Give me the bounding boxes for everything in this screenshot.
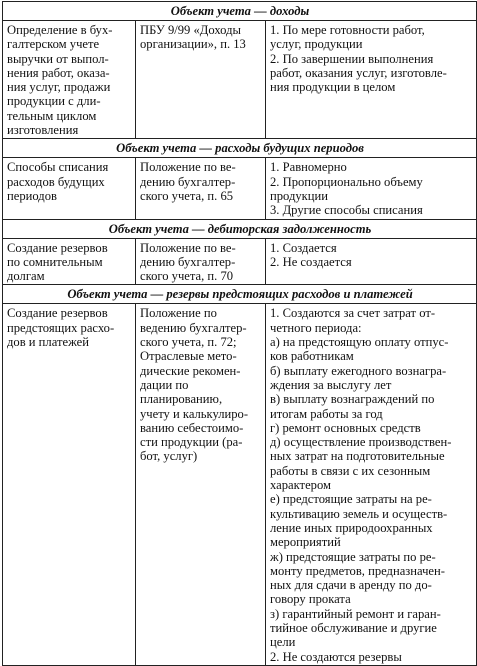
cell-text-line: тельным циклом [7, 108, 97, 123]
table-row [3, 238, 477, 285]
method-options-cell [266, 21, 477, 139]
cell-text-line: 2. Пропорционально объему [270, 174, 423, 189]
regulation-cell [136, 21, 266, 139]
cell-text-line: ждения за выслугу лет [270, 377, 392, 392]
cell-text-line: ПБУ 9/99 «Доходы [140, 23, 241, 37]
section-title: Объект учета — резервы предстоящих расходов и платежей [3, 285, 477, 304]
cell-text-line: ния услуг, продажи [7, 80, 111, 95]
cell-text-line: галтерском учете [7, 37, 100, 52]
cell-text-line: четного периода: [270, 320, 362, 335]
cell-text-line: ского учета, п. 65 [140, 188, 234, 203]
section-header-row [3, 2, 477, 21]
cell-text-line: говору проката [270, 592, 351, 607]
cell-text-line: з) гарантийный ремонт и гаран- [270, 606, 441, 621]
cell-text-line: ведению бухгалтер- [140, 320, 247, 335]
cell-text-line: Определение в бух- [7, 23, 113, 37]
cell-text-line: культивацию земель и осуществ- [270, 506, 448, 521]
cell-text-line: ных затрат на подготовительные [270, 449, 445, 464]
method-options-cell [266, 158, 477, 219]
accounting-policy-table-body [3, 2, 477, 666]
cell-text-line: Отраслевые мето- [140, 349, 237, 364]
section-header-row [3, 139, 477, 158]
cell-text-line: е) предстоящие затраты на ре- [270, 492, 432, 507]
regulation-cell [136, 304, 266, 665]
cell-text-line: сти продукции (ра- [140, 435, 243, 450]
regulation-cell [136, 238, 266, 285]
table-row [3, 158, 477, 219]
cell-text-line: а) на предстоящую оплату отпус- [270, 335, 449, 350]
cell-text-line: Положение по [140, 306, 217, 321]
cell-text-line: 2. По завершении выполнения [270, 51, 434, 66]
cell-text-line: ванию себестоимо- [140, 420, 244, 435]
cell-text-line: ского учета, п. 70 [140, 269, 234, 284]
cell-text-line: монту предметов, предназначен- [270, 563, 445, 578]
cell-text-line: периодов [7, 188, 57, 203]
cell-text-line: продукции [270, 188, 329, 203]
cell-text-line: по сомнительным [7, 254, 103, 269]
cell-text-line: выручки от выпол- [7, 51, 109, 66]
cell-text-line: долгам [7, 269, 45, 284]
cell-text-line: ского учета, п. 72; [140, 335, 237, 350]
cell-text-line: Создание резервов [7, 306, 108, 321]
cell-text-line: итогам работы за год [270, 406, 383, 421]
accounting-object-cell [3, 158, 136, 219]
accounting-policy-table [2, 1, 477, 666]
cell-text-line: ков работникам [270, 349, 354, 364]
cell-text-line: б) выплату ежегодного вознагра- [270, 363, 447, 378]
cell-text-line: дации по [140, 377, 189, 392]
section-title: Объект учета — доходы [3, 2, 477, 21]
cell-text-line: дению бухгалтер- [140, 174, 236, 189]
cell-text-line: Способы списания [7, 160, 109, 175]
cell-text-line: 2. Не создается [270, 254, 352, 269]
cell-text-line: 1. Создаются за счет затрат от- [270, 306, 436, 321]
cell-text-line: предстоящих расхо- [7, 320, 115, 335]
cell-text-line: нения работ, оказа- [7, 65, 110, 80]
cell-text-line: планированию, [140, 392, 223, 407]
accounting-object-cell [3, 238, 136, 285]
section-header-row [3, 285, 477, 304]
cell-text-line: цели [270, 635, 296, 650]
section-title: Объект учета — расходы будущих периодов [3, 139, 477, 158]
cell-text-line: учету и калькулиро- [140, 406, 249, 421]
method-options-cell [266, 238, 477, 285]
cell-text-line: 1. Равномерно [270, 160, 347, 175]
cell-text-line: 2. Не создаются резервы [270, 649, 402, 664]
cell-text-line: Положение по ве- [140, 240, 236, 255]
regulation-cell [136, 158, 266, 219]
cell-text-line: работ, оказания услуг, изготовле- [270, 65, 447, 80]
cell-text-line: ния продукции в целом [270, 80, 396, 95]
accounting-object-cell [3, 304, 136, 665]
table-row [3, 21, 477, 139]
cell-text-line: мероприятий [270, 535, 341, 550]
cell-text-line: ных для сдачи в аренду по до- [270, 578, 432, 593]
table-row [3, 304, 477, 665]
cell-text-line: изготовления [7, 123, 79, 138]
cell-text-line: дов и платежей [7, 335, 89, 350]
cell-text-line: Создание резервов [7, 240, 108, 255]
method-options-cell [266, 304, 477, 665]
cell-text-line: характером [270, 478, 331, 493]
cell-text-line: ж) предстоящие затраты по ре- [270, 549, 436, 564]
cell-text-line: расходов будущих [7, 174, 105, 189]
cell-text-line: Положение по ве- [140, 160, 236, 175]
section-header-row [3, 219, 477, 238]
cell-text-line: тийное обслуживание и другие [270, 620, 437, 635]
cell-text-line: 3. Другие способы списания [270, 203, 423, 218]
cell-text-line: 1. По мере готовности работ, [270, 23, 425, 37]
cell-text-line: бот, услуг) [140, 449, 198, 464]
cell-text-line: дические рекомен- [140, 363, 241, 378]
cell-text-line: в) выплату вознаграждений по [270, 392, 435, 407]
cell-text-line: ление иных природоохранных [270, 520, 433, 535]
section-title: Объект учета — дебиторская задолженность [3, 219, 477, 238]
cell-text-line: дению бухгалтер- [140, 254, 236, 269]
cell-text-line: работы в связи с их сезонным [270, 463, 431, 478]
cell-text-line: г) ремонт основных средств [270, 420, 421, 435]
cell-text-line: продукции с дли- [7, 94, 101, 109]
cell-text-line: организации», п. 13 [140, 37, 246, 52]
cell-text-line: д) осуществление производствен- [270, 435, 452, 450]
cell-text-line: услуг, продукции [270, 37, 363, 52]
cell-text-line: 1. Создается [270, 240, 337, 255]
accounting-object-cell [3, 21, 136, 139]
